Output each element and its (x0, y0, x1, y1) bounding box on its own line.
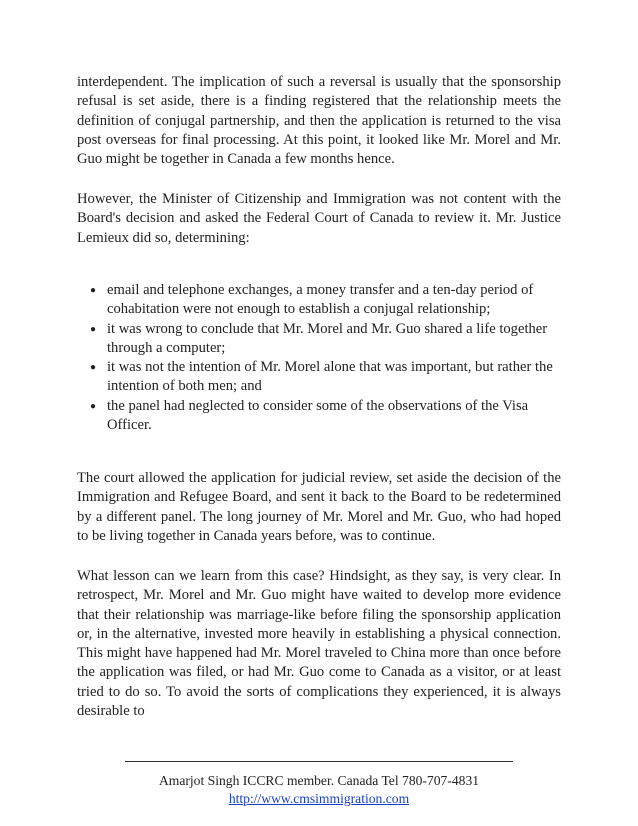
list-item (88, 320, 558, 359)
paragraph-minister-review: However, the Minister of Citizenship and Immigration was not content with the Board's decision and asked the Federal Court of Canada to review it. Mr. Justice Lemieux did so, determining: (77, 191, 561, 246)
list-item-text: email and telephone exchanges, a money transfer and a ten-day period of cohabitation were not enough to establish a conjugal relationship; (107, 282, 534, 318)
bullet-icon: ● (90, 362, 97, 374)
list-item-text: the panel had neglected to consider some of the observations of the Visa Officer. (107, 397, 529, 434)
paragraph-lesson: What lesson can we learn from this case? Hindsight, as they say, is very clear. In retrospect, Mr. Morel and Mr. Guo might have waited to develop more evidence that their relationship was marriage-like before filing the sponsorship application or, in the alternative, invested more heavily in establishing a physical connection. This might have happened had Mr. Morel traveled to China more than once before the application was filed, or had Mr. Guo come to Canada as a visitor, or at least tried to do so. To avoid the sorts of complications they experienced, it is always desirable to (77, 568, 561, 720)
list-item-text: it was wrong to conclude that Mr. Morel and Mr. Guo shared a life together through a computer; (107, 320, 548, 356)
list-item (88, 358, 558, 397)
bullet-icon: ● (90, 285, 97, 296)
footer-divider (125, 761, 513, 762)
list-item (88, 281, 558, 320)
website-link[interactable]: http://www.cmsimmigration.com (228, 791, 410, 806)
footer-contact: Amarjot Singh ICCRC member. Canada Tel 780-707-4831 (158, 773, 480, 788)
paragraph-reversal-implication: interdependent. The implication of such a reversal is usually that the sponsorship refusal is set aside, there is a finding registered that the relationship meets the definition of conjugal partnership, and then the application is returned to the visa post overseas for final processing. At this point, it looked like Mr. Morel and Mr. Guo might be together in Canada a few months hence. (77, 74, 561, 168)
footer-website (0, 790, 638, 807)
list-item (88, 397, 558, 436)
court-determinations-list (88, 281, 558, 435)
bullet-icon: ● (90, 400, 97, 412)
bullet-icon: ● (90, 323, 97, 335)
paragraph-court-decision: The court allowed the application for judicial review, set aside the decision of the Immigration and Refugee Board, and sent it back to the Board to be redetermined by a different panel. The long journey of Mr. Morel and Mr. Guo, who had hoped to be living together in Canada years before, was to continue. (77, 470, 561, 544)
list-item-text: it was not the intention of Mr. Morel alone that was important, but rather the intention of both men; and (107, 359, 553, 395)
